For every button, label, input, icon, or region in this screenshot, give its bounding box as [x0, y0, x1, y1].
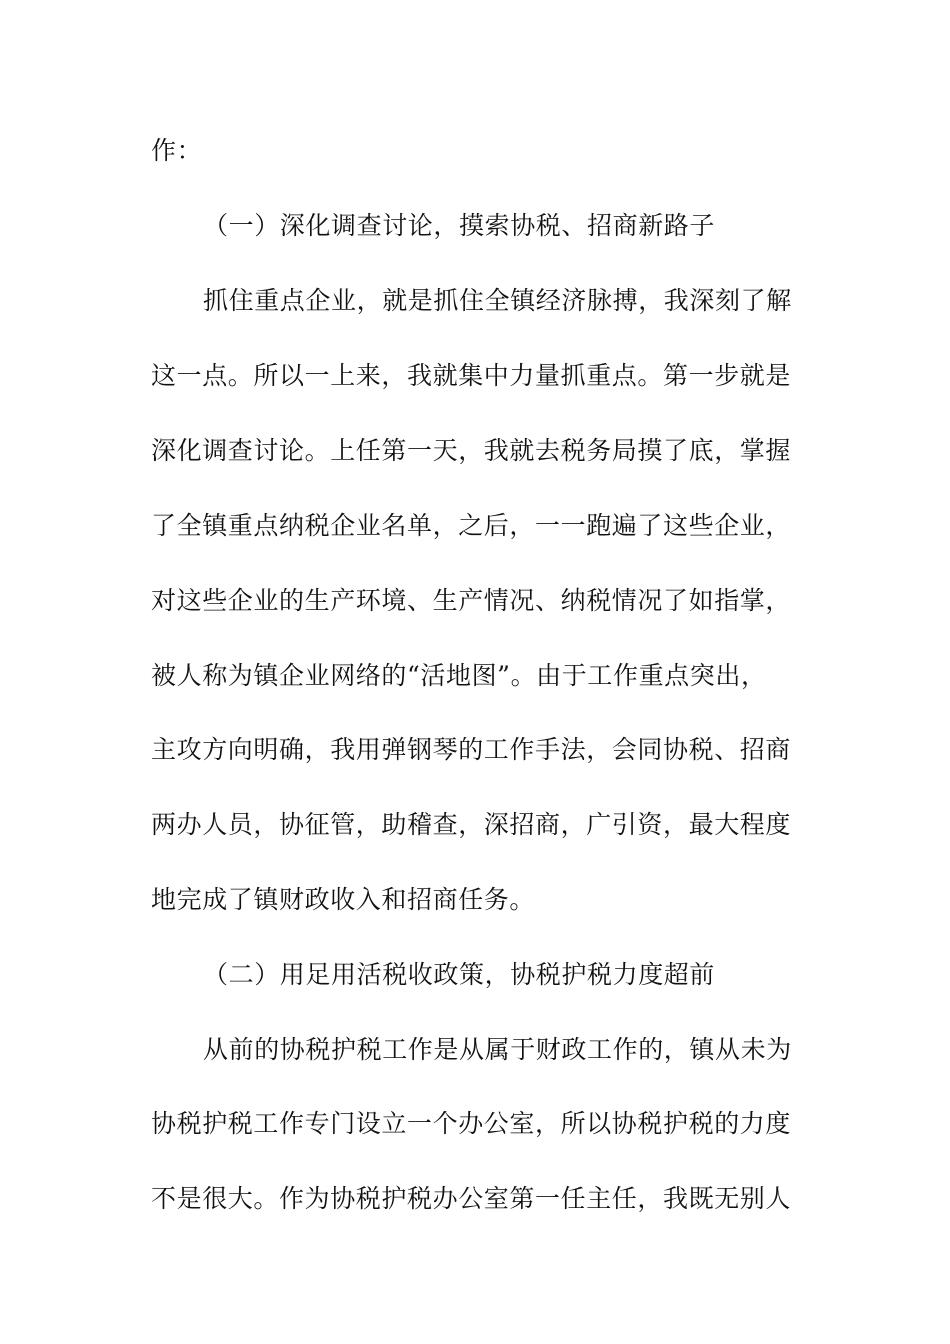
- paragraph-line: 两办人员，协征管，助稽查，深招商，广引资，最大程度: [151, 810, 792, 839]
- text-line-continuation: 作：: [151, 136, 203, 165]
- paragraph-line: 对这些企业的生产环境、生产情况、纳税情况了如指掌，: [151, 586, 792, 615]
- paragraph-line: 不是很大。作为协税护税办公室第一任主任，我既无别人: [151, 1184, 792, 1213]
- paragraph-line: 主攻方向明确，我用弹钢琴的工作手法，会同协税、招商: [151, 735, 792, 764]
- paragraph-line: 地完成了镇财政收入和招商任务。: [151, 885, 536, 914]
- section-heading-2: （二）用足用活税收政策，协税护税力度超前: [203, 960, 716, 989]
- section-heading-1: （一）深化调查讨论，摸索协税、招商新路子: [203, 211, 716, 240]
- paragraph-line: 抓住重点企业，就是抓住全镇经济脉搏，我深刻了解: [203, 286, 792, 315]
- paragraph-line: 这一点。所以一上来，我就集中力量抓重点。第一步就是: [151, 361, 792, 390]
- paragraph-line: 了全镇重点纳税企业名单，之后，一一跑遍了这些企业，: [151, 511, 792, 540]
- paragraph-line: 深化调查讨论。上任第一天，我就去税务局摸了底，掌握: [151, 436, 792, 465]
- paragraph-line: 从前的协税护税工作是从属于财政工作的，镇从未为: [203, 1035, 792, 1064]
- paragraph-line: 协税护税工作专门设立一个办公室，所以协税护税的力度: [151, 1109, 792, 1138]
- paragraph-line: 被人称为镇企业网络的“活地图”。由于工作重点突出，: [151, 661, 767, 690]
